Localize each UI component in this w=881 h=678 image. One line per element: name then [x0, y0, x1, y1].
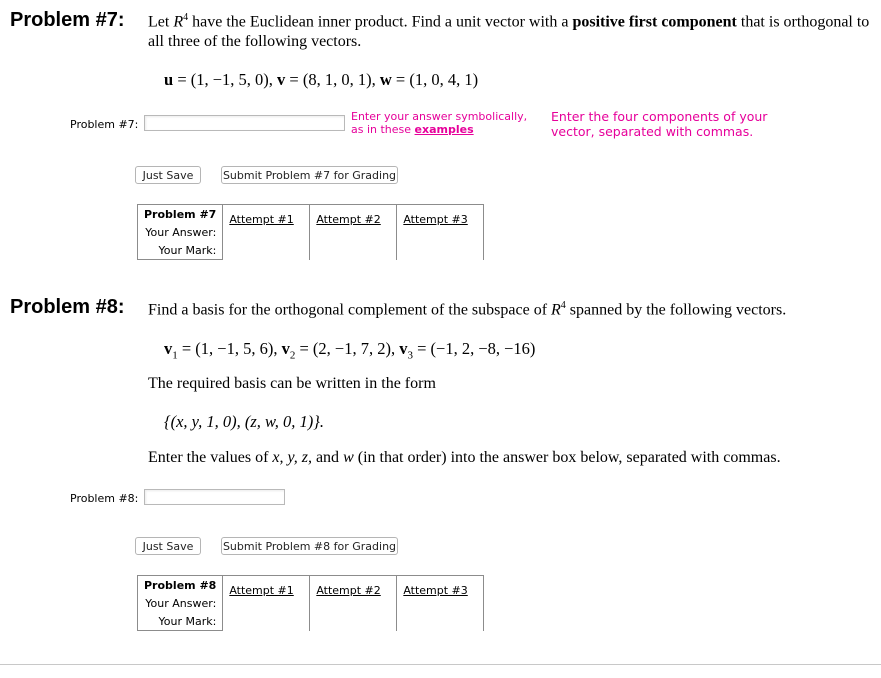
note-line2: vector, separated with commas.: [551, 124, 754, 139]
problem-7-note: [551, 109, 767, 139]
problem-7-answer-label: Problem #7:: [70, 118, 139, 131]
vector-v3: v: [399, 339, 408, 358]
instr-text: and: [311, 449, 344, 466]
vector-v1: v: [164, 339, 173, 358]
your-mark-label: Your Mark:: [138, 241, 223, 260]
vector-v1-value: = (1, −1, 5, 6),: [177, 339, 282, 358]
vector-v2-value: = (2, −1, 7, 2),: [295, 339, 400, 358]
statement-text: spanned by the following vectors.: [565, 301, 787, 319]
problem-7-statement: [148, 12, 869, 31]
vector-w-value: = (1, 0, 4, 1): [391, 70, 479, 89]
vector-v1-sub: 1: [172, 349, 178, 362]
statement-text: have the Euclidean inner product. Find a unit vector with a: [188, 13, 573, 31]
table-header: Problem #7: [138, 205, 223, 224]
attempt-2-link[interactable]: Attempt #2: [316, 583, 381, 597]
problem-8-attempts-table: [137, 575, 484, 631]
hint-line2: as in these: [351, 123, 415, 136]
problem-7-answer-input[interactable]: [144, 115, 345, 131]
instr-text: Enter the values of: [148, 449, 273, 466]
problem-8-submit-button[interactable]: Submit Problem #8 for Grading: [221, 537, 398, 555]
your-answer-label: Your Answer:: [138, 594, 223, 612]
vector-v: v: [277, 70, 286, 89]
statement-sup: 4: [183, 12, 189, 23]
vector-v2-sub: 2: [289, 349, 296, 362]
statement-sup: 4: [560, 300, 566, 311]
statement-text: that is orthogonal to: [736, 13, 870, 31]
attempt-2-link[interactable]: Attempt #2: [316, 212, 381, 226]
bottom-divider: [0, 664, 881, 665]
instr-vars: x, y, z,: [272, 449, 312, 466]
problem-8-answer-label: Problem #8:: [70, 492, 139, 505]
instr-text: (in that order) into the answer box below, separated with commas.: [353, 449, 781, 466]
hint-line1: Enter your answer symbolically,: [351, 110, 528, 123]
your-mark-label: Your Mark:: [138, 612, 223, 631]
problem-8-basis-form: {(x, y, 1, 0), (z, w, 0, 1)}.: [164, 412, 324, 431]
problem-7-vectors: [164, 70, 478, 90]
statement-R: R: [551, 301, 561, 319]
problem-8-title: Problem #8:: [10, 296, 125, 318]
examples-link[interactable]: examples: [414, 123, 474, 136]
vector-w: w: [379, 70, 392, 89]
problem-7-title: Problem #7:: [10, 9, 125, 31]
problem-8-vectors: [164, 339, 535, 361]
table-header: Problem #8: [138, 576, 223, 595]
vector-v3-sub: 3: [407, 349, 413, 362]
problem-7-save-button[interactable]: Just Save: [135, 166, 201, 184]
note-line1: Enter the four components of your: [551, 109, 768, 124]
problem-7-statement-line2: all three of the following vectors.: [148, 33, 362, 50]
vector-v3-value: = (−1, 2, −8, −16): [412, 339, 536, 358]
vector-u: u: [164, 70, 174, 89]
statement-bold: positive first component: [572, 13, 737, 31]
problem-7-attempts-table: [137, 204, 484, 260]
problem-8-basis-intro: The required basis can be written in the form: [148, 375, 436, 392]
problem-8-save-button[interactable]: Just Save: [135, 537, 201, 555]
problem-8-answer-input[interactable]: [144, 489, 285, 505]
problem-8-statement: [148, 300, 786, 319]
problem-8-instructions: [148, 449, 781, 467]
vector-v-value: = (8, 1, 0, 1),: [285, 70, 380, 89]
attempt-3-link[interactable]: Attempt #3: [403, 212, 468, 226]
attempt-1-link[interactable]: Attempt #1: [229, 212, 294, 226]
statement-text: Let: [148, 13, 174, 31]
statement-R: R: [173, 13, 184, 31]
vector-v2: v: [281, 339, 290, 358]
attempt-3-link[interactable]: Attempt #3: [403, 583, 468, 597]
vector-u-value: = (1, −1, 5, 0),: [173, 70, 278, 89]
statement-text: Find a basis for the orthogonal complement of the subspace of: [148, 301, 552, 319]
problem-7-hint: [351, 110, 527, 136]
your-answer-label: Your Answer:: [138, 223, 223, 241]
attempt-1-link[interactable]: Attempt #1: [229, 583, 294, 597]
instr-w: w: [343, 449, 354, 466]
problem-7-submit-button[interactable]: Submit Problem #7 for Grading: [221, 166, 398, 184]
